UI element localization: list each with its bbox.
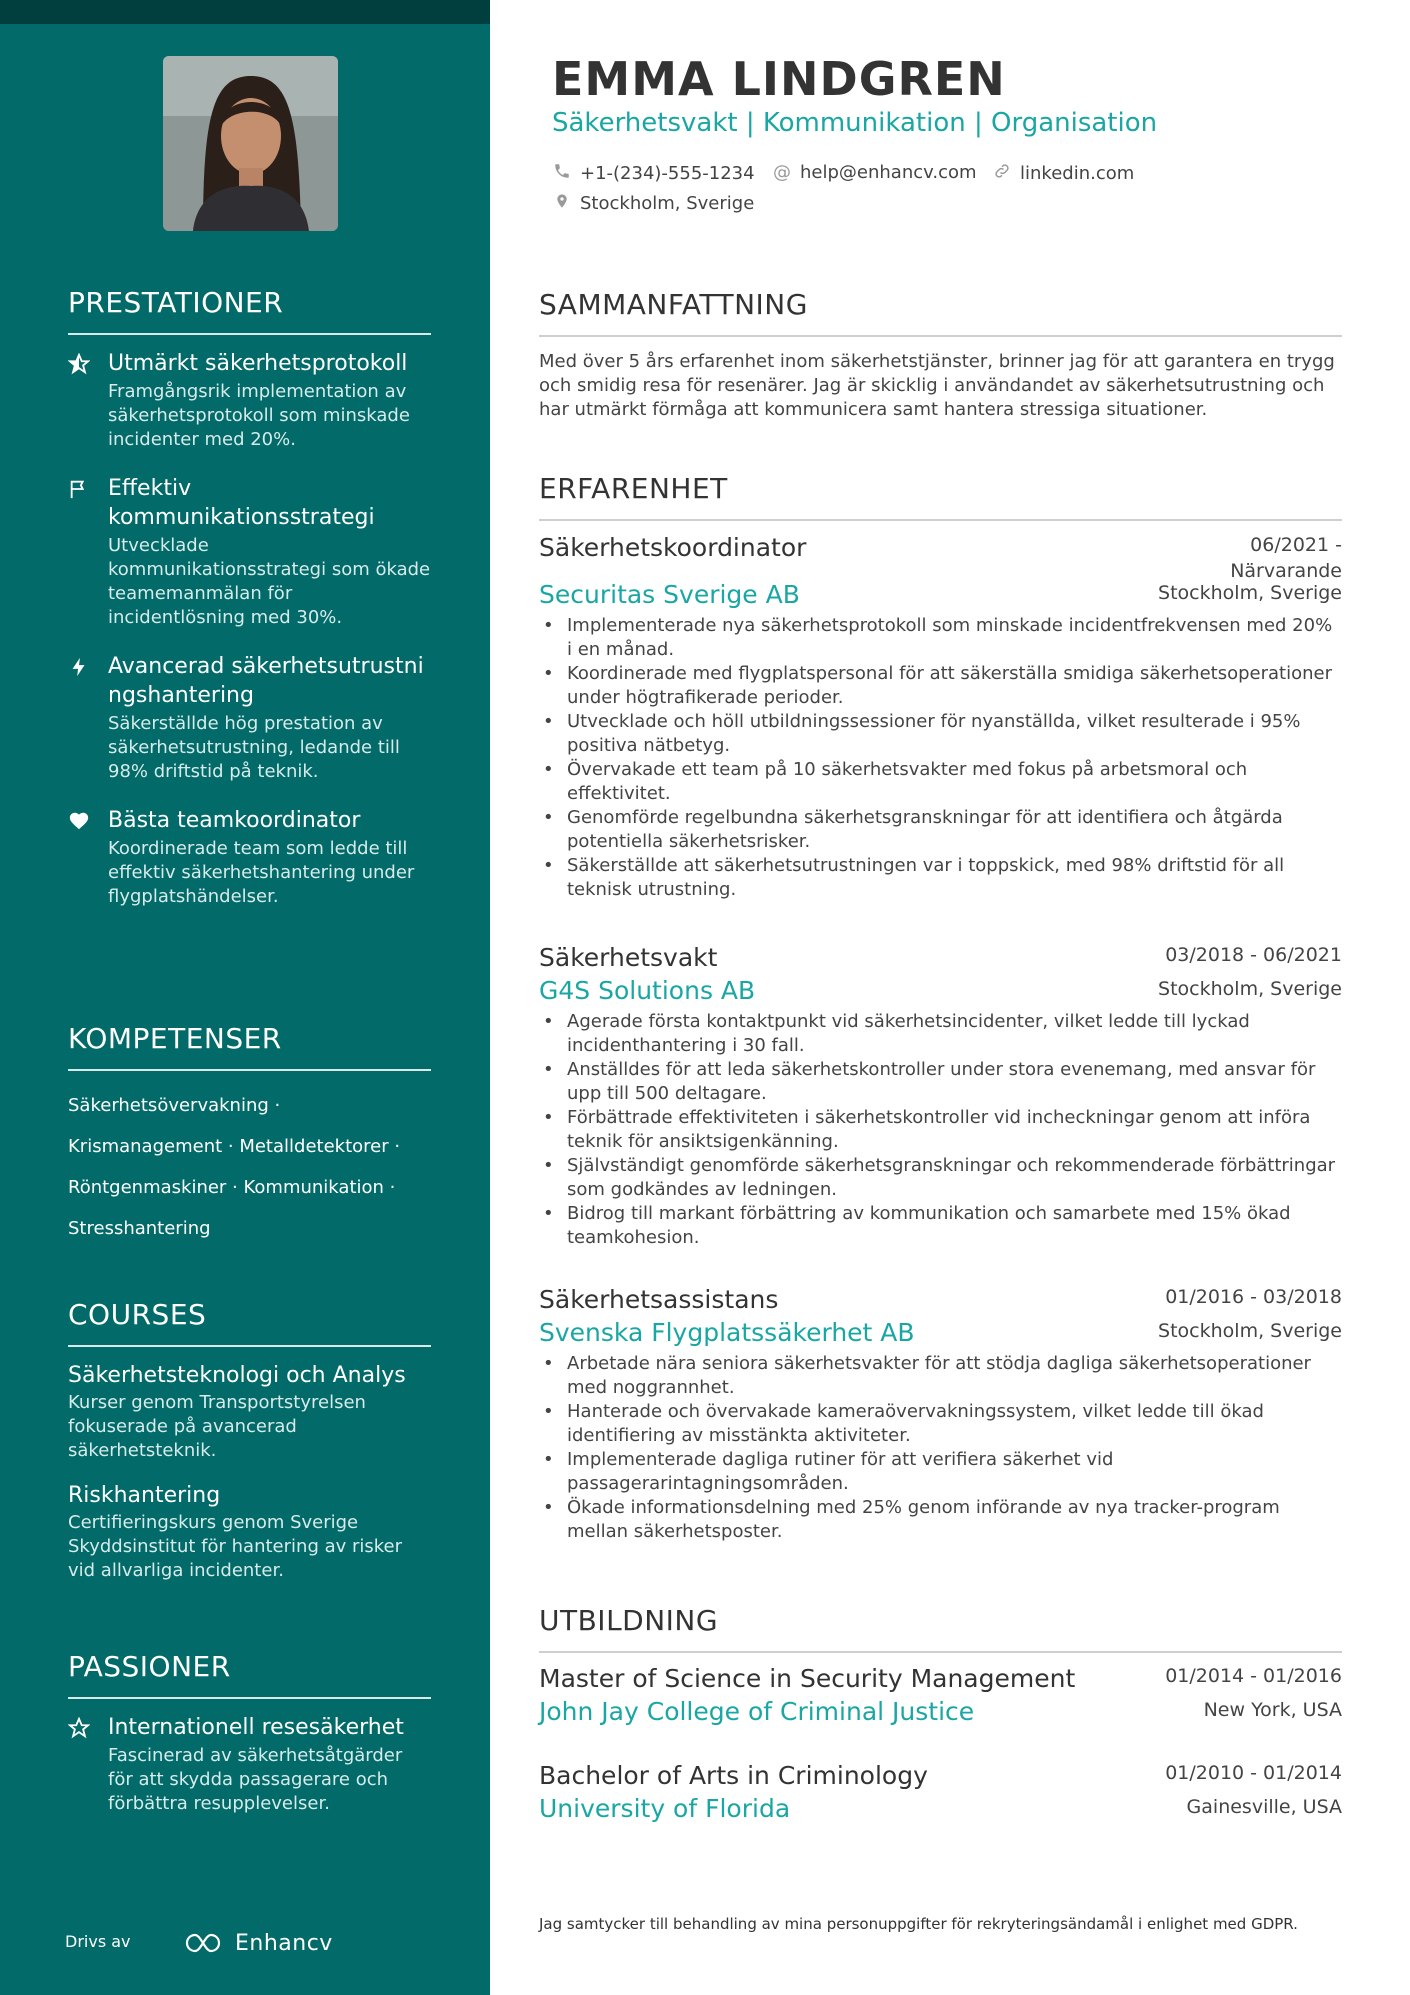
job-bullet: • Självständigt genomförde säkerhetsgranskningar och rekommenderade förbättringar som godkändes av ledningen. <box>567 1154 1342 1202</box>
achievements-section <box>68 286 431 909</box>
job-title: Säkerhetsassistans <box>539 1285 779 1314</box>
edu-degree: Bachelor of Arts in Criminology <box>539 1761 928 1790</box>
job-bullet: • Säkerställde att säkerhetsutrustningen var i toppskick, med 98% driftstid för all teknisk utrustning. <box>567 854 1342 902</box>
contact-linkedin[interactable] <box>992 162 1134 185</box>
job-bullet: • Agerade första kontaktpunkt vid säkerhetsincidenter, vilket ledde till lyckad incidenthantering i 30 fall. <box>567 1010 1342 1058</box>
flag-icon <box>68 478 92 502</box>
job-date: 03/2018 - 06/2021 <box>1165 944 1342 966</box>
contact-email[interactable] <box>772 162 977 183</box>
achievement-title: Bästa teamkoordinator <box>108 808 361 833</box>
course-item <box>68 1361 431 1463</box>
achievement-desc: Utvecklade kommunikationsstrategi som ökade teamemanmälan för incidentlösning med 30%. <box>108 535 431 628</box>
job-entry <box>539 942 1342 1250</box>
edu-date: 01/2014 - 01/2016 <box>1165 1665 1342 1687</box>
skills-list <box>68 1085 431 1249</box>
achievements-title: PRESTATIONER <box>68 286 431 335</box>
phone-icon <box>552 162 572 185</box>
link-icon <box>992 162 1012 185</box>
location-pin-icon <box>552 192 572 215</box>
profile-photo <box>163 56 338 231</box>
sidebar <box>0 0 490 1995</box>
contact-location <box>552 192 754 215</box>
job-bullets <box>539 1352 1342 1544</box>
skill-line: Stresshantering <box>68 1218 211 1239</box>
at-icon: @ <box>773 162 791 183</box>
gdpr-consent: Jag samtycker till behandling av mina personuppgifter för rekryteringsändamål i enlighet med GDPR. <box>539 1915 1298 1933</box>
job-bullet: • Arbetade nära seniora säkerhetsvakter för att stödja dagliga säkerhetsoperationer med noggrannhet. <box>567 1352 1342 1400</box>
profile-photo-image <box>163 56 338 231</box>
job-bullet: • Genomförde regelbundna säkerhetsgranskningar för att identifiera och åtgärda potentiella säkerhetsrisker. <box>567 806 1342 854</box>
passion-title: Internationell resesäkerhet <box>108 1715 404 1740</box>
candidate-name: EMMA LINDGREN <box>552 52 1006 106</box>
job-company[interactable]: Svenska Flygplatssäkerhet AB <box>539 1318 915 1347</box>
job-bullet: • Anställdes för att leda säkerhetskontroller under stora evenemang, med ansvar för upp till 500 deltagare. <box>567 1058 1342 1106</box>
achievement-title: Avancerad säkerhetsutrustningshantering <box>108 654 424 708</box>
skills-section <box>68 1022 431 1249</box>
job-bullets <box>539 1010 1342 1250</box>
skill-line: Krismanagement · Metalldetektorer · <box>68 1136 401 1157</box>
powered-by-label: Drivs av <box>65 1932 131 1951</box>
job-title: Säkerhetsvakt <box>539 943 718 972</box>
contact-phone <box>552 162 755 185</box>
passions-title: PASSIONER <box>68 1650 431 1699</box>
candidate-subtitle: Säkerhetsvakt | Kommunikation | Organisation <box>552 108 1158 138</box>
email-text: help@enhancv.com <box>800 162 977 183</box>
summary-title: SAMMANFATTNING <box>539 288 1342 337</box>
courses-section <box>68 1298 431 1583</box>
edu-school[interactable]: John Jay College of Criminal Justice <box>539 1697 975 1726</box>
course-desc: Certifieringskurs genom Sverige Skyddsinstitut för hantering av risker vid allvarliga incidenter. <box>68 1512 403 1581</box>
edu-date: 01/2010 - 01/2014 <box>1165 1762 1342 1784</box>
summary-text: Med över 5 års erfarenhet inom säkerhetstjänster, brinner jag för att garantera en trygg och smidig resa för resenärer. Jag är skicklig i användandet av säkerhetsutrustning och har utmärkt förmåga att kommunicera samt hantera stressiga situationer. <box>539 351 1335 420</box>
job-title: Säkerhetskoordinator <box>539 533 807 562</box>
edu-location: New York, USA <box>1203 1699 1342 1721</box>
courses-title: COURSES <box>68 1298 431 1347</box>
enhancv-logo-icon <box>183 1931 227 1955</box>
education-entry <box>539 1663 1342 1729</box>
bolt-icon <box>68 656 92 680</box>
experience-title: ERFARENHET <box>539 472 1342 521</box>
job-date: 01/2016 - 03/2018 <box>1165 1286 1342 1308</box>
education-title: UTBILDNING <box>539 1604 1342 1653</box>
sidebar-top-strip <box>0 0 490 24</box>
job-bullet: • Utvecklade och höll utbildningssessioner för nyanställda, vilket resulterade i 95% positiva nätbetyg. <box>567 710 1342 758</box>
skill-line: Röntgenmaskiner · Kommunikation · <box>68 1177 396 1198</box>
job-location: Stockholm, Sverige <box>1158 978 1342 1000</box>
job-date: 06/2021 - Närvarande <box>1230 534 1342 582</box>
job-bullet: • Förbättrade effektiviteten i säkerhetskontroller vid incheckningar genom att införa teknik för ansiktsigenkänning. <box>567 1106 1342 1154</box>
star-outline-icon <box>68 1717 92 1741</box>
course-desc: Kurser genom Transportstyrelsen fokuserade på avancerad säkerhetsteknik. <box>68 1392 366 1461</box>
achievement-item <box>68 474 431 630</box>
achievement-item <box>68 806 431 909</box>
passion-item <box>68 1713 431 1816</box>
course-title: Säkerhetsteknologi och Analys <box>68 1363 406 1388</box>
passion-desc: Fascinerad av säkerhetsåtgärder för att skydda passagerare och förbättra resupplevelser. <box>108 1745 403 1814</box>
job-bullet: • Ökade informationsdelning med 25% genom införande av nya tracker-program mellan säkerhetsposter. <box>567 1496 1342 1544</box>
edu-location: Gainesville, USA <box>1186 1796 1342 1818</box>
job-location: Stockholm, Sverige <box>1158 582 1342 604</box>
heart-icon <box>68 810 92 834</box>
job-bullet: • Implementerade dagliga rutiner för att verifiera säkerhet vid passagerarintagningsområden. <box>567 1448 1342 1496</box>
achievement-desc: Framgångsrik implementation av säkerhetsprotokoll som minskade incidenter med 20%. <box>108 381 410 450</box>
job-company[interactable]: G4S Solutions AB <box>539 976 756 1005</box>
enhancv-logo-text: Enhancv <box>235 1930 333 1956</box>
job-company[interactable]: Securitas Sverige AB <box>539 580 800 609</box>
achievement-desc: Säkerställde hög prestation av säkerhetsutrustning, ledande till 98% driftstid på teknik. <box>108 713 400 782</box>
star-half-icon <box>68 353 92 377</box>
passions-section <box>68 1650 431 1816</box>
course-item <box>68 1481 431 1583</box>
achievement-title: Utmärkt säkerhetsprotokoll <box>108 351 408 376</box>
achievement-item <box>68 349 431 452</box>
job-bullet: • Implementerade nya säkerhetsprotokoll som minskade incidentfrekvensen med 20% i en månad. <box>567 614 1342 662</box>
job-bullet: • Övervakade ett team på 10 säkerhetsvakter med fokus på arbetsmoral och effektivitet. <box>567 758 1342 806</box>
phone-text: +1-(234)-555-1234 <box>580 163 755 184</box>
edu-school[interactable]: University of Florida <box>539 1794 791 1823</box>
course-title: Riskhantering <box>68 1483 221 1508</box>
job-bullet: • Koordinerade med flygplatspersonal för att säkerställa smidiga säkerhetsoperationer under högtrafikerade perioder. <box>567 662 1342 710</box>
skills-title: KOMPETENSER <box>68 1022 431 1071</box>
enhancv-logo[interactable] <box>183 1928 343 1958</box>
location-text: Stockholm, Sverige <box>580 193 755 214</box>
education-entry <box>539 1760 1342 1826</box>
job-entry <box>539 1284 1342 1544</box>
skill-line: Säkerhetsövervakning · <box>68 1095 281 1116</box>
achievement-title: Effektiv kommunikationsstrategi <box>108 476 375 530</box>
job-bullet: • Bidrog till markant förbättring av kommunikation och samarbete med 15% ökad teamkohesion. <box>567 1202 1342 1250</box>
achievement-item <box>68 652 431 784</box>
linkedin-text: linkedin.com <box>1020 163 1135 184</box>
edu-degree: Master of Science in Security Management <box>539 1664 1076 1693</box>
job-entry <box>539 532 1342 902</box>
achievement-desc: Koordinerade team som ledde till effektiv säkerhetshantering under flygplatshändelser. <box>108 838 415 907</box>
job-bullets <box>539 614 1342 902</box>
job-bullet: • Hanterade och övervakade kameraövervakningssystem, vilket ledde till ökad identifiering av misstänkta aktiviteter. <box>567 1400 1342 1448</box>
job-location: Stockholm, Sverige <box>1158 1320 1342 1342</box>
